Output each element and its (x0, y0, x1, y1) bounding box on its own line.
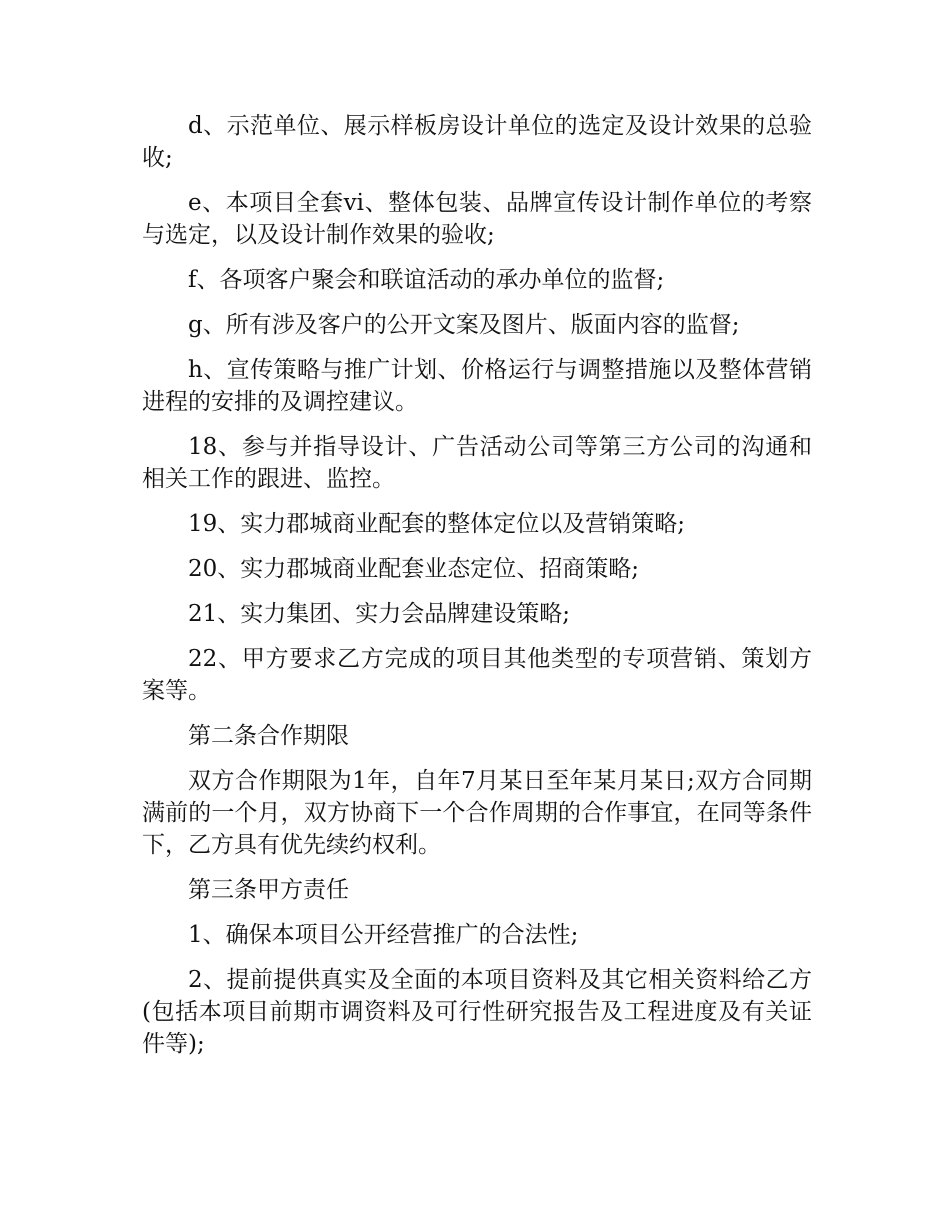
paragraph-h: h、宣传策略与推广计划、价格运行与调整措施以及整体营销进程的安排的及调控建议。 (142, 357, 812, 415)
paragraph-term-3-item-1: 1、确保本项目公开经营推广的合法性; (188, 922, 579, 948)
section-heading-term-2: 第二条合作期限 (188, 723, 349, 749)
paragraph-e: e、本项目全套vi、整体包装、品牌宣传设计制作单位的考察与选定，以及设计制作效果的验收; (142, 190, 812, 248)
section-heading-term-3: 第三条甲方责任 (188, 877, 349, 903)
paragraph-g: g、所有涉及客户的公开文案及图片、版面内容的监督; (188, 312, 740, 338)
paragraph-f: f、各项客户聚会和联谊活动的承办单位的监督; (188, 267, 665, 293)
paragraph-19: 19、实力郡城商业配套的整体定位以及营销策略; (188, 511, 686, 537)
paragraph-term-2-body: 双方合作期限为1年，自年7月某日至年某月某日;双方合同期满前的一个月，双方协商下一个合作周期的合作事宜，在同等条件下，乙方具有优先续约权利。 (142, 768, 812, 858)
paragraph-d: d、示范单位、展示样板房设计单位的选定及设计效果的总验收; (142, 113, 812, 171)
paragraph-21: 21、实力集团、实力会品牌建设策略; (188, 601, 571, 627)
paragraph-22: 22、甲方要求乙方完成的项目其他类型的专项营销、策划方案等。 (142, 646, 812, 704)
paragraph-20: 20、实力郡城商业配套业态定位、招商策略; (188, 556, 640, 582)
paragraph-term-3-item-2: 2、提前提供真实及全面的本项目资料及其它相关资料给乙方(包括本项目前期市调资料及可行性研究报告及工程进度及有关证件等); (142, 967, 812, 1057)
paragraph-18: 18、参与并指导设计、广告活动公司等第三方公司的沟通和相关工作的跟进、监控。 (142, 434, 812, 492)
document-page (142, 110, 812, 1073)
